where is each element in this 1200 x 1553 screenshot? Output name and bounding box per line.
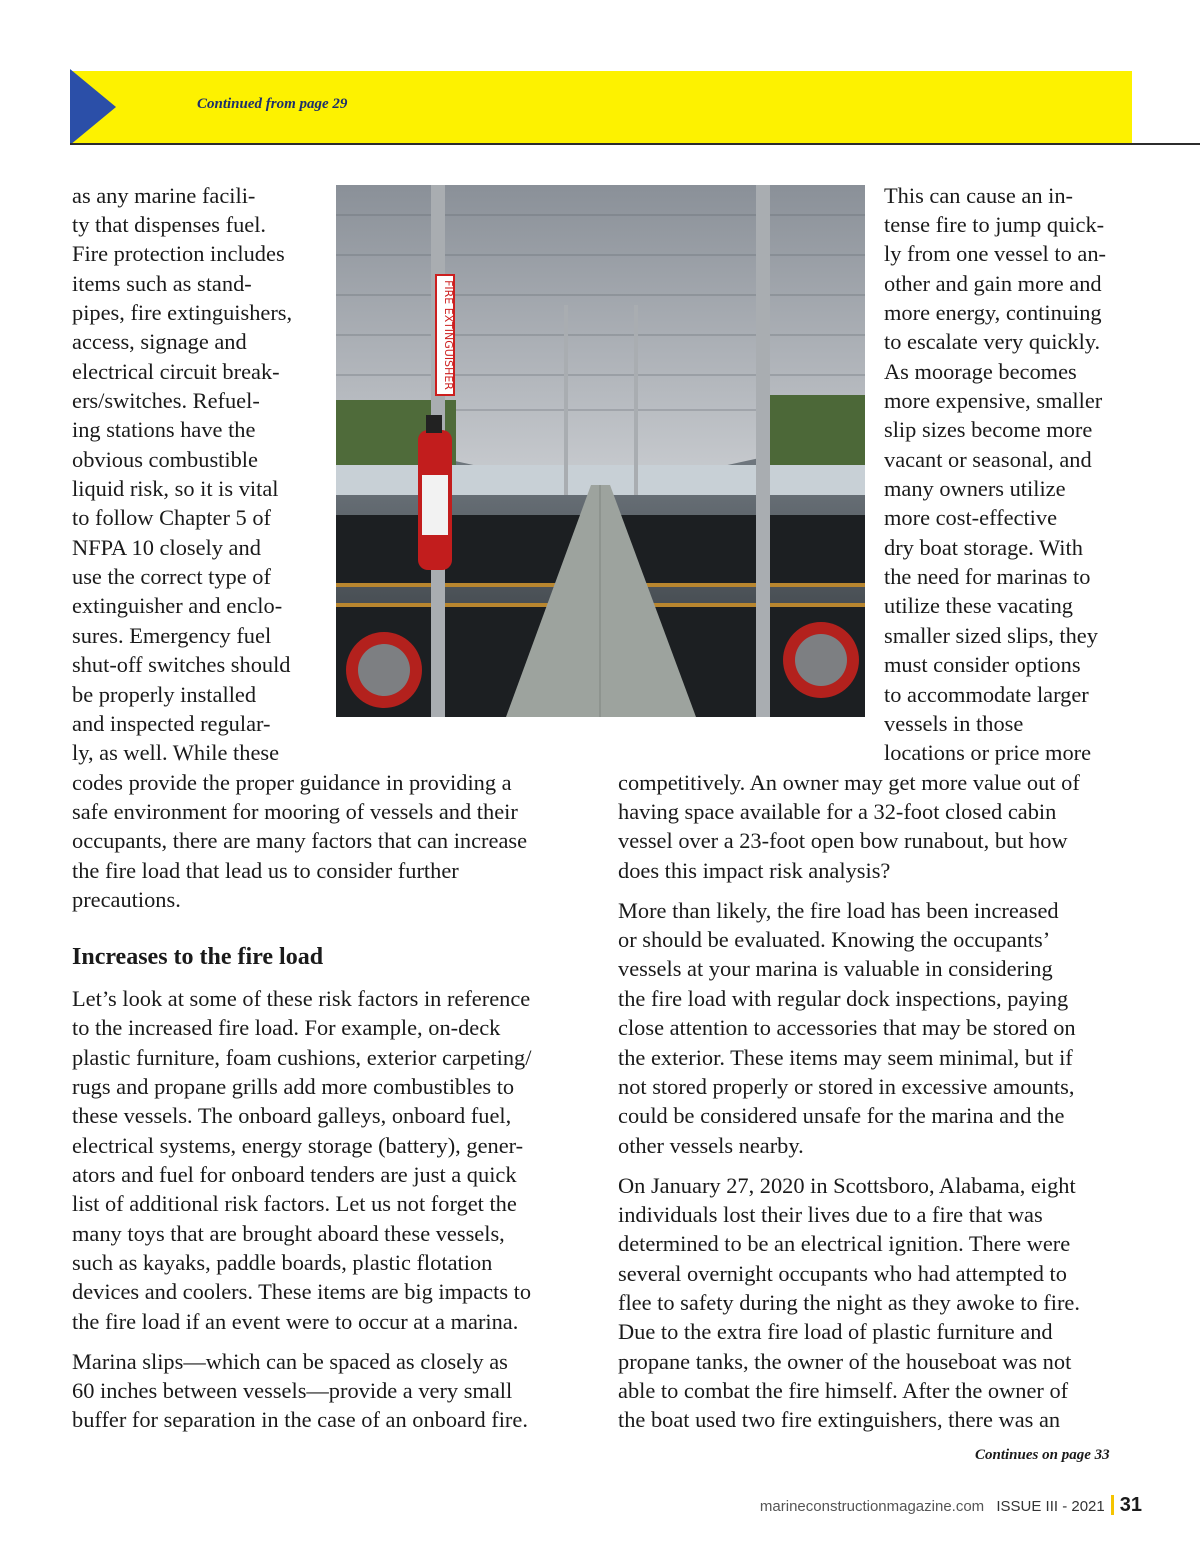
body-line: more cost-effective: [884, 505, 1058, 530]
footer-site: marineconstructionmagazine.com: [759, 1498, 985, 1515]
body-line: many owners utilize: [884, 476, 1066, 501]
body-line: does this impact risk analysis?: [618, 858, 891, 883]
header-rule: [70, 143, 1200, 145]
body-line: vessel over a 23-foot open bow runabout, but how: [618, 828, 1068, 853]
body-line: other vessels nearby.: [618, 1133, 804, 1158]
body-line: competitively. An owner may get more value out of: [618, 770, 1080, 795]
body-line: access, signage and: [72, 329, 247, 354]
continues-on-label: Continues on page 33: [975, 1447, 1110, 1463]
body-line: these vessels. The onboard galleys, onboard fuel,: [72, 1103, 512, 1128]
body-line: obvious combustible: [72, 447, 258, 472]
body-line: buffer for separation in the case of an onboard fire.: [72, 1407, 528, 1432]
marina-dock-photo: [336, 185, 865, 717]
body-line: safe environment for mooring of vessels and their: [72, 799, 518, 824]
body-line: tense fire to jump quick-: [884, 212, 1105, 237]
footer-issue: ISSUE III - 2021: [996, 1498, 1105, 1515]
body-line: use the correct type of: [72, 564, 271, 589]
body-line: devices and coolers. These items are big impacts to: [72, 1279, 532, 1304]
page-number: 31: [1119, 1494, 1142, 1516]
body-line: not stored properly or stored in excessive amounts,: [618, 1074, 1075, 1099]
body-line: such as kayaks, paddle boards, plastic flotation: [72, 1250, 493, 1275]
body-line: extinguisher and enclo-: [72, 593, 283, 618]
body-line: to accommodate larger: [884, 682, 1089, 707]
body-line: could be considered unsafe for the marina and the: [618, 1103, 1065, 1128]
body-line: ers/switches. Refuel-: [72, 388, 260, 413]
fire-sign-text: FIRE EXTINGUISHER: [442, 280, 455, 390]
body-line: smaller sized slips, they: [884, 623, 1098, 648]
footer-divider: [1111, 1495, 1114, 1515]
body-line: locations or price more: [884, 740, 1092, 765]
body-line: to the increased fire load. For example, on-deck: [72, 1015, 501, 1040]
body-line: slip sizes become more: [884, 417, 1093, 442]
body-line: more energy, continuing: [884, 300, 1102, 325]
body-line: flee to safety during the night as they awoke to fire.: [618, 1290, 1080, 1315]
body-line: the need for marinas to: [884, 564, 1091, 589]
body-line: occupants, there are many factors that can increase: [72, 828, 528, 853]
page-footer: [760, 1494, 1142, 1517]
body-line: rugs and propane grills add more combustibles to: [72, 1074, 515, 1099]
body-line: items such as stand-: [72, 271, 252, 296]
body-line: pipes, fire extinguishers,: [72, 300, 293, 325]
body-line: other and gain more and: [884, 271, 1102, 296]
body-line: several overnight occupants who had attempted to: [618, 1261, 1067, 1286]
body-line: shut-off switches should: [72, 652, 291, 677]
body-line: On January 27, 2020 in Scottsboro, Alabama, eight: [618, 1173, 1076, 1198]
body-line: NFPA 10 closely and: [72, 535, 261, 560]
body-line: many toys that are brought aboard these vessels,: [72, 1221, 505, 1246]
body-line: vessels in those: [884, 711, 1024, 736]
body-line: 60 inches between vessels—provide a very small: [72, 1378, 513, 1403]
body-line: liquid risk, so it is vital: [72, 476, 279, 501]
continued-from-label: Continued from page 29: [197, 96, 348, 112]
body-line: must consider options: [884, 652, 1081, 677]
body-line: This can cause an in-: [884, 183, 1073, 208]
body-line: and inspected regular-: [72, 711, 271, 736]
body-line: be properly installed: [72, 682, 257, 707]
body-line: individuals lost their lives due to a fire that was: [618, 1202, 1043, 1227]
body-line: sures. Emergency fuel: [72, 623, 272, 648]
body-line: precautions.: [72, 887, 181, 912]
body-line: the fire load if an event were to occur at a marina.: [72, 1309, 519, 1334]
body-line: ly from one vessel to an-: [884, 241, 1106, 266]
body-line: more expensive, smaller: [884, 388, 1103, 413]
body-line: ty that dispenses fuel.: [72, 212, 267, 237]
body-line: ly, as well. While these: [72, 740, 280, 765]
body-line: Marina slips—which can be spaced as closely as: [72, 1349, 508, 1374]
body-line: the fire load that lead us to consider further: [72, 858, 459, 883]
body-line: able to combat the fire himself. After the owner of: [618, 1378, 1069, 1403]
body-line: dry boat storage. With: [884, 535, 1083, 560]
body-line: utilize these vacating: [884, 593, 1073, 618]
body-line: Due to the extra fire load of plastic furniture and: [618, 1319, 1053, 1344]
body-line: Let’s look at some of these risk factors in reference: [72, 986, 531, 1011]
body-line: vacant or seasonal, and: [884, 447, 1092, 472]
body-line: vessels at your marina is valuable in considering: [618, 956, 1053, 981]
body-line: to escalate very quickly.: [884, 329, 1101, 354]
body-line: to follow Chapter 5 of: [72, 505, 271, 530]
body-line: Fire protection includes: [72, 241, 285, 266]
body-line: as any marine facili-: [72, 183, 256, 208]
body-line: ing stations have the: [72, 417, 256, 442]
body-line: codes provide the proper guidance in providing a: [72, 770, 512, 795]
body-line: propane tanks, the owner of the houseboat was not: [618, 1349, 1072, 1374]
body-line: electrical circuit break-: [72, 359, 280, 384]
section-heading: Increases to the fire load: [72, 944, 324, 970]
body-line: close attention to accessories that may be stored on: [618, 1015, 1076, 1040]
body-line: the fire load with regular dock inspections, paying: [618, 986, 1069, 1011]
body-line: the boat used two fire extinguishers, there was an: [618, 1407, 1061, 1432]
body-line: list of additional risk factors. Let us not forget the: [72, 1191, 517, 1216]
blue-arrow-icon: [70, 69, 116, 145]
body-line: plastic furniture, foam cushions, exterior carpeting/: [72, 1045, 532, 1070]
body-line: having space available for a 32-foot closed cabin: [618, 799, 1057, 824]
body-line: As moorage becomes: [884, 359, 1077, 384]
body-line: ators and fuel for onboard tenders are just a quick: [72, 1162, 517, 1187]
body-line: or should be evaluated. Knowing the occupants’: [618, 927, 1051, 952]
body-line: determined to be an electrical ignition. There were: [618, 1231, 1071, 1256]
body-line: electrical systems, energy storage (battery), gener-: [72, 1133, 524, 1158]
body-line: the exterior. These items may seem minimal, but if: [618, 1045, 1073, 1070]
body-line: More than likely, the fire load has been increased: [618, 898, 1059, 923]
